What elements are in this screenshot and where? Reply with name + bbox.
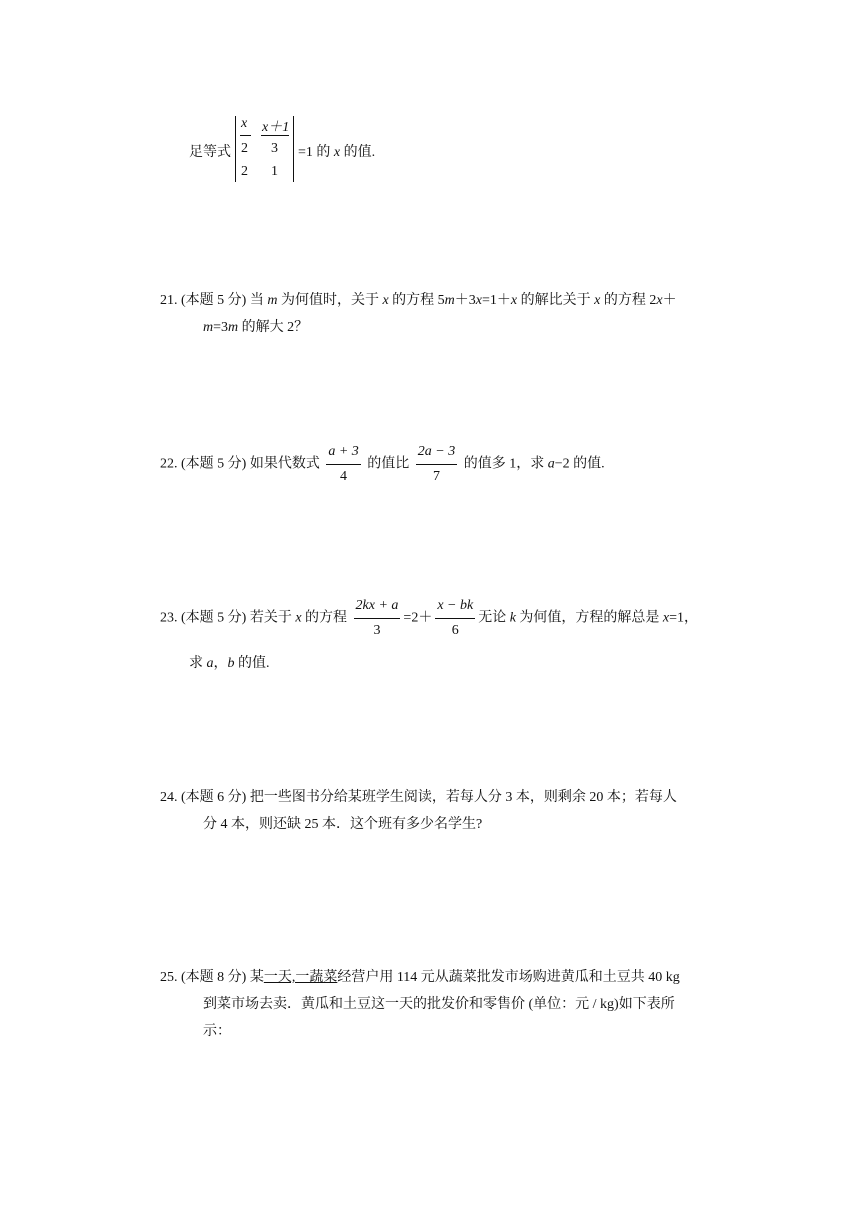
q22-fraction-2 — [416, 444, 457, 485]
q23-text: =1， — [669, 610, 699, 626]
q21-text: 当 — [249, 293, 264, 308]
q21-line2 — [203, 316, 308, 336]
q22-text: −2 的值. — [554, 456, 605, 472]
q23-var: a — [206, 656, 214, 671]
q21-text: 的解比关于 — [520, 293, 591, 308]
q20-tail-eq: =1 的 — [298, 145, 331, 160]
q23-text: 的值. — [238, 656, 270, 671]
q22-line — [160, 444, 605, 485]
q24-line1 — [160, 786, 677, 806]
q22-frac1-denominator: 4 — [340, 469, 348, 484]
q22-frac2-numerator: 2a − 3 — [417, 444, 456, 459]
q25-number: 25. — [160, 970, 178, 985]
q25-text: 经营户用 114 元从蔬菜批发市场购进黄瓜和土豆共 40 kg — [337, 970, 680, 985]
q22-var: a — [547, 456, 555, 472]
q21-var: m — [203, 320, 214, 335]
q24-text: 把一些图书分给某班学生阅读，若每人分 3 本，则剩余 20 本；若每人 — [249, 790, 677, 805]
q25-underlined-text: 一天,一蔬菜 — [263, 970, 338, 985]
q23-frac2-numerator: x − bk — [437, 598, 474, 613]
q24-score: (本题 6 分) — [181, 790, 247, 805]
q25-score: (本题 8 分) — [181, 970, 247, 985]
q23-text: =2＋ — [403, 610, 433, 626]
q23-var: x — [662, 610, 670, 626]
det-r2c2: 3 — [271, 141, 278, 156]
q21-text: =1＋ — [482, 293, 511, 308]
q21-text: 为何值时，关于 — [280, 293, 379, 308]
q21-text: =3 — [213, 320, 229, 335]
q21-score: (本题 5 分) — [181, 293, 247, 308]
q22-text: 的值多 1，求 — [463, 456, 545, 472]
q25-text: 示： — [203, 1024, 231, 1039]
q23-line2 — [189, 652, 270, 672]
q21-text: ＋3 — [454, 293, 476, 308]
q21-text: 的方程 5 — [392, 293, 445, 308]
q22-score: (本题 5 分) — [181, 456, 247, 472]
q23-var: x — [295, 610, 302, 626]
q20-tail — [298, 141, 375, 161]
q22-text: 如果代数式 — [249, 456, 320, 472]
q22-frac1-numerator: a + 3 — [328, 444, 359, 459]
q21-text: ＋ — [662, 293, 677, 308]
q22-fraction-1 — [326, 444, 360, 485]
q23-number: 23. — [160, 610, 178, 626]
q20-tail-var: x — [333, 145, 341, 160]
q21-var: x — [510, 293, 518, 308]
q21-var: x — [656, 293, 663, 308]
q23-frac2-denominator: 6 — [451, 623, 459, 638]
q21-var: m — [267, 293, 278, 308]
q25-line1 — [160, 966, 680, 986]
q20-lead: 足等式 — [189, 145, 231, 160]
q21-var: m — [228, 320, 239, 335]
q23-text: ， — [213, 656, 228, 671]
q23-var: k — [509, 610, 516, 626]
det-r3c1: 2 — [241, 164, 248, 179]
q21-var: x — [475, 293, 483, 308]
q24-text: 分 4 本，则还缺 25 本．这个班有多少名学生? — [203, 817, 483, 832]
q23-fraction-2 — [435, 598, 475, 639]
q21-number: 21. — [160, 293, 178, 308]
q23-text: 为何值，方程的解总是 — [519, 610, 660, 626]
q20-determinant — [235, 116, 294, 182]
q23-frac1-numerator: 2kx + a — [355, 598, 399, 613]
det-r1c2: x＋1 — [262, 120, 290, 135]
q21-var: x — [382, 293, 389, 308]
q23-text: 无论 — [478, 610, 507, 626]
q21-text: 的方程 2 — [603, 293, 657, 308]
q22-text: 的值比 — [367, 456, 410, 472]
q23-frac1-denominator: 3 — [373, 623, 381, 638]
q21-var: x — [594, 293, 601, 308]
det-r3c2: 1 — [271, 164, 278, 179]
q23-line1 — [160, 598, 698, 639]
q25-line3 — [203, 1020, 231, 1040]
q21-text: 的解大 2？ — [241, 320, 309, 335]
det-r2c1: 2 — [241, 141, 248, 156]
q22-number: 22. — [160, 456, 178, 472]
q20-tail-end: 的值. — [343, 145, 376, 160]
q24-number: 24. — [160, 790, 178, 805]
q23-var: b — [227, 656, 235, 671]
q24-line2 — [203, 813, 482, 833]
q23-text: 求 — [189, 656, 203, 671]
q23-fraction-1 — [354, 598, 401, 639]
q23-text: 若关于 — [249, 610, 292, 626]
q25-line2 — [203, 993, 675, 1013]
q23-score: (本题 5 分) — [181, 610, 247, 626]
q23-text: 的方程 — [305, 610, 348, 626]
q21-line1 — [160, 289, 677, 309]
det-r1c1: x — [241, 116, 248, 131]
q21-var: m — [444, 293, 455, 308]
det-r1c2-bar — [261, 135, 289, 136]
det-r1-bar — [240, 135, 251, 136]
q25-text: 到菜市场去卖．黄瓜和土豆这一天的批发价和零售价 (单位：元 / kg)如下表所 — [203, 997, 675, 1012]
q22-frac2-denominator: 7 — [433, 469, 440, 484]
q25-text: 某 — [249, 970, 264, 985]
